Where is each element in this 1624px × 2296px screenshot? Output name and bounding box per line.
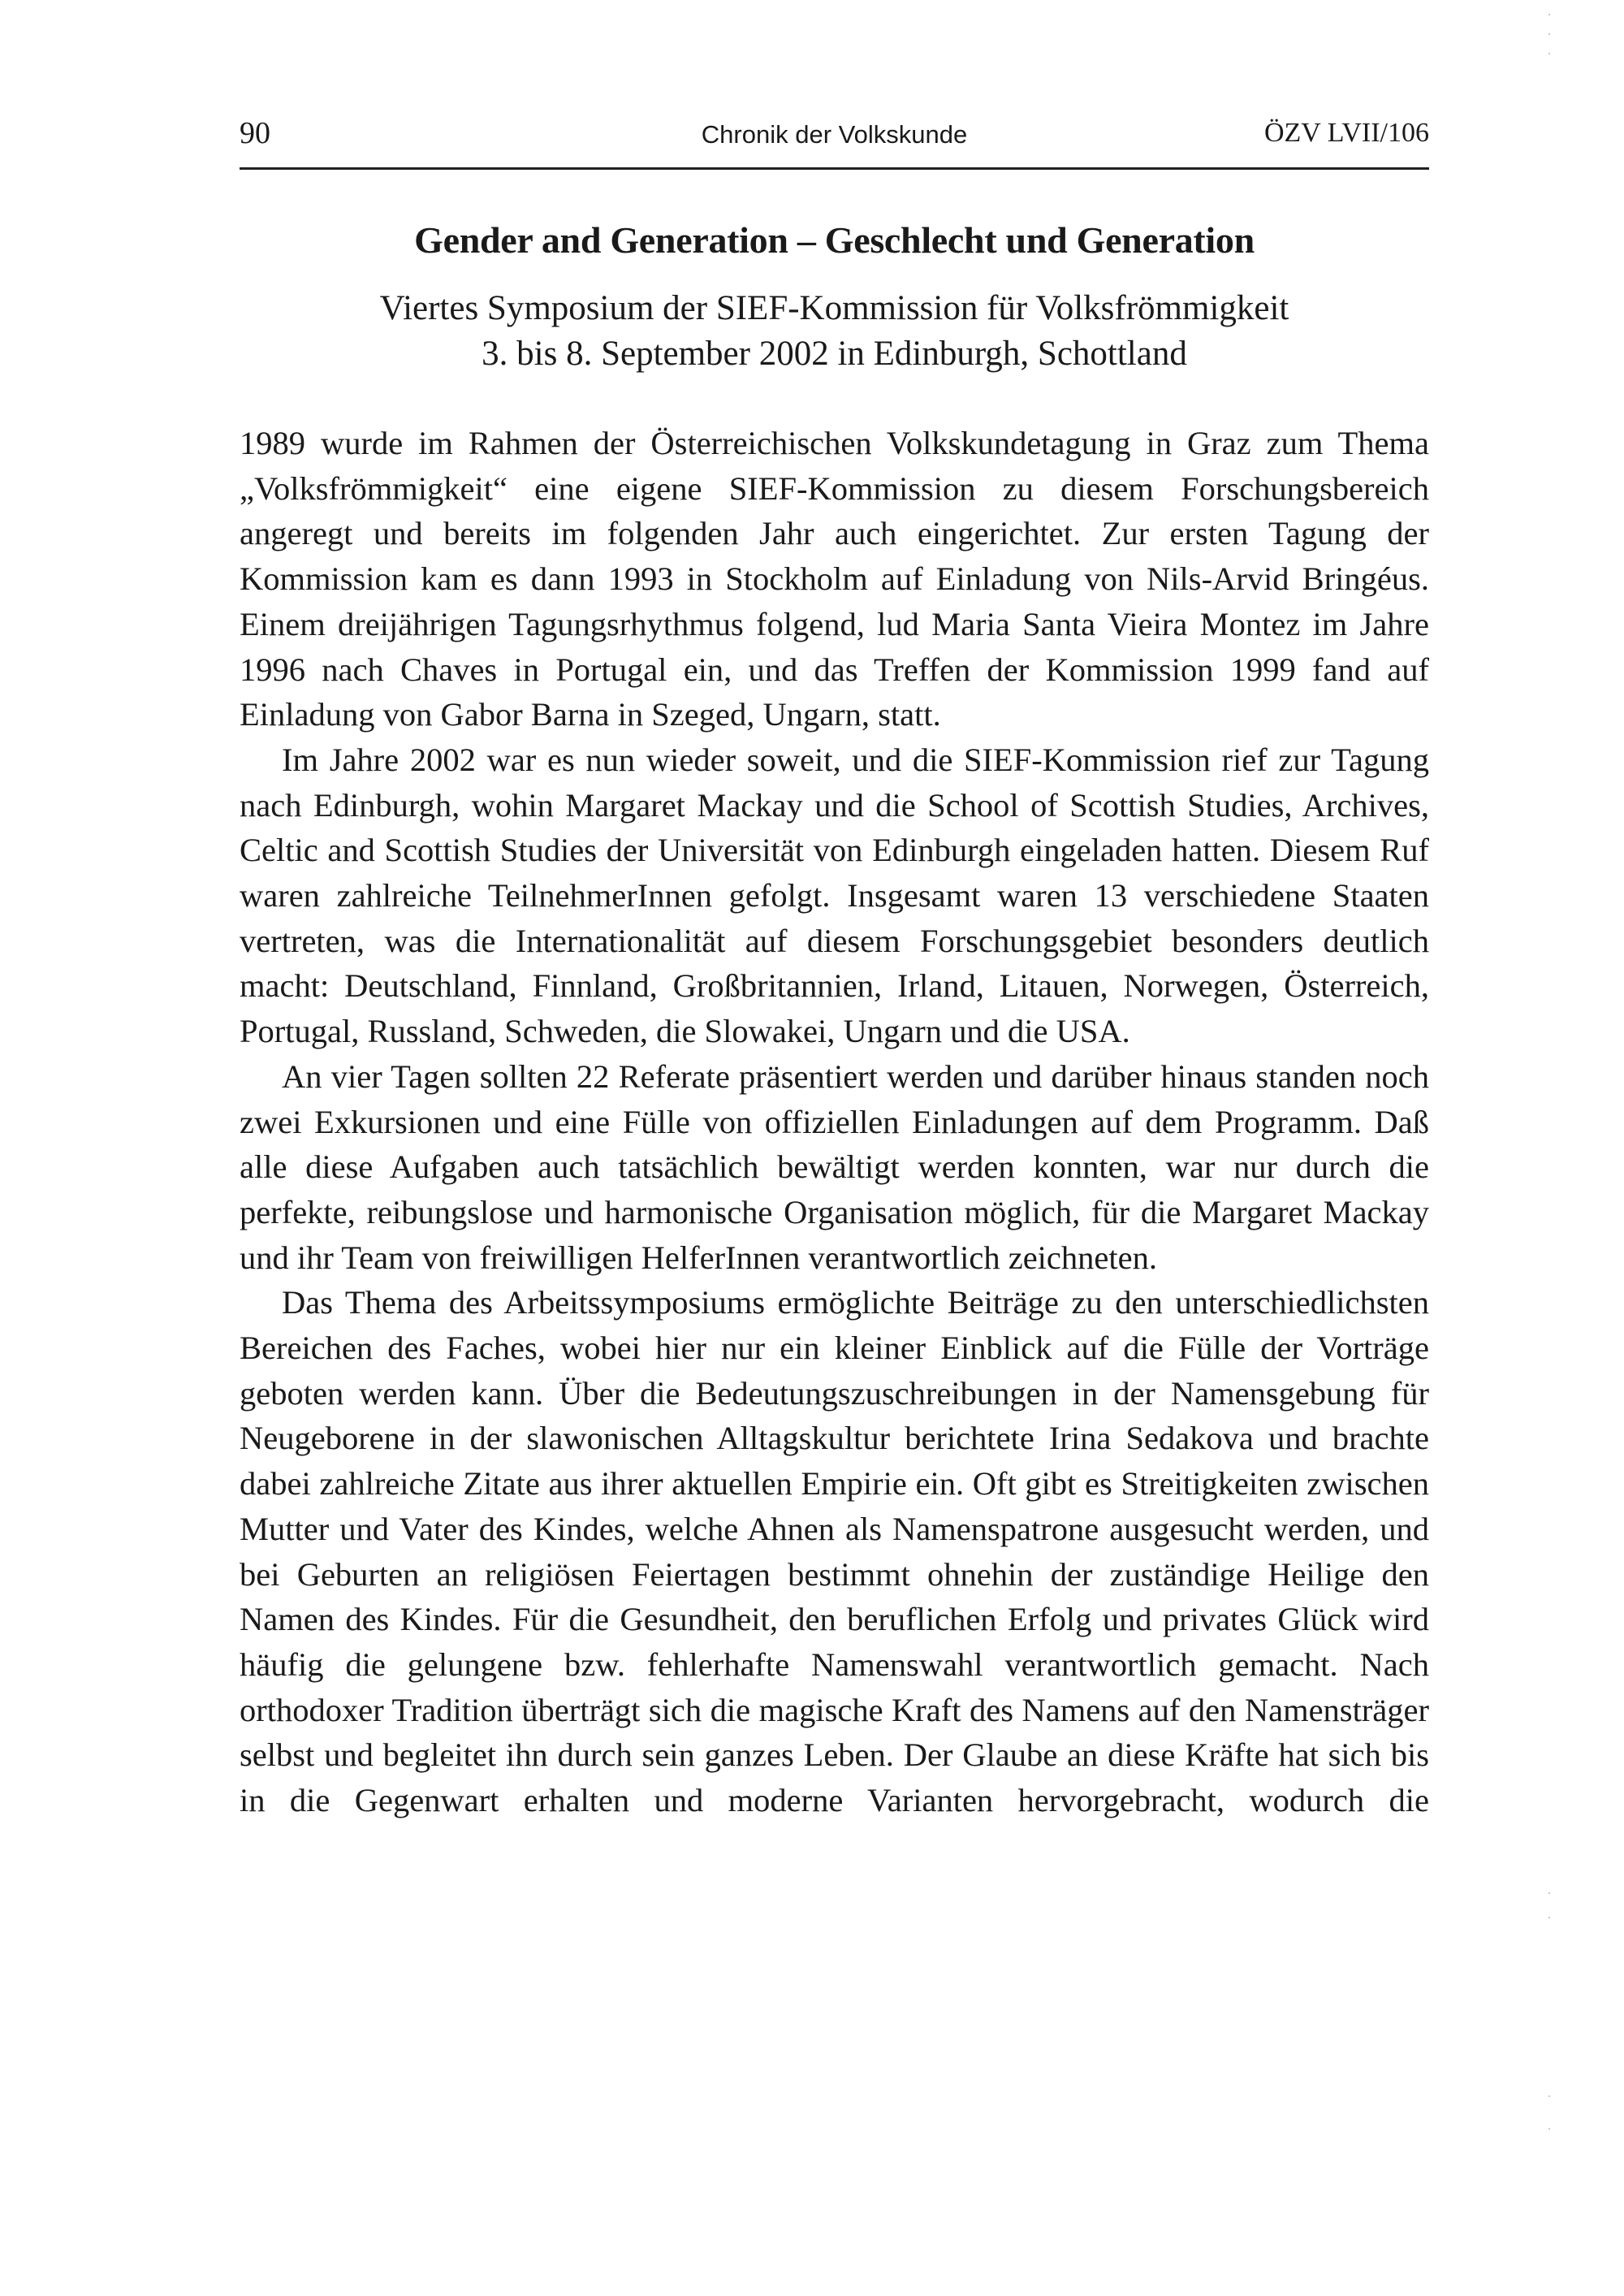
article-title: Gender and Generation – Geschlecht und Generation	[414, 219, 1255, 261]
subtitle-line-date-place: 3. bis 8. September 2002 in Edinburgh, Schottland	[482, 335, 1187, 373]
running-header	[240, 114, 1429, 153]
running-section-title: Chronik der Volkskunde	[701, 120, 968, 149]
paragraph: An vier Tagen sollten 22 Referate präsentiert werden und darüber hinaus standen noch zwei Exkursionen und eine Fülle von offiziellen Einladungen auf dem Programm. Daß alle diese Aufgaben auch tatsächlich bewältigt werden konnten, war nur durch die perfekte, reibungslose und harmonische Organisation möglich, für die Margaret Mackay und ihr Team von freiwilligen HelferInnen verantwortlich zeichneten.	[240, 1057, 1429, 1276]
article-body	[240, 421, 1429, 1823]
header-rule	[240, 167, 1429, 170]
scan-artifact	[1548, 2128, 1550, 2130]
paragraph: 1989 wurde im Rahmen der Österreichischen Volkskundetagung in Graz zum Thema „Volksfrömmigkeit“ eine eigene SIEF-Kommission zu diesem Forschungsbereich angeregt und bereits im folgenden Jahr auch eingerichtet. Zur ersten Tagung der Kommission kam es dann 1993 in Stockholm auf Einladung von Nils-Arvid Bringéus. Einem dreijährigen Tagungsrhythmus folgend, lud Maria Santa Vieira Montez im Jahre 1996 nach Chaves in Portugal ein, und das Treffen der Kommission 1999 fand auf Einladung von Gabor Barna in Szeged, Ungarn, statt.	[240, 425, 1429, 733]
scan-artifact	[1548, 53, 1550, 54]
journal-reference: ÖZV LVII/106	[1263, 118, 1429, 148]
document-page	[240, 114, 1429, 1819]
paragraph: Das Thema des Arbeitssymposiums ermöglichte Beiträge zu den unterschiedlichsten Bereichen des Faches, wobei hier nur ein kleiner Einblick auf die Fülle der Vorträge geboten werden kann. Über die Bedeutungszuschreibungen in der Namensgebung für Neugeborene in der slawonischen Alltagskultur berichtete Irina Sedakova und brachte dabei zahlreiche Zitate aus ihrer aktuellen Empirie ein. Oft gibt es Streitigkeiten zwischen Mutter und Vater des Kindes, welche Ahnen als Namenspatrone ausgesucht werden, und bei Geburten an religiösen Feiertagen bestimmt ohnehin der zuständige Heilige den Namen des Kindes. Für die Gesundheit, den beruflichen Erfolg und privates Glück wird häufig die gelungene bzw. fehlerhafte Namenswahl verantwortlich gemacht. Nach orthodoxer Tradition überträgt sich die magische Kraft des Namens auf den Namensträger selbst und begleitet ihn durch sein ganzes Leben. Der Glaube an diese Kräfte hat sich bis in die Gegenwart erhalten und moderne Varianten hervorgebracht, wodurch die	[240, 1284, 1429, 1819]
paragraph: Im Jahre 2002 war es nun wieder soweit, und die SIEF-Kommission rief zur Tagung nach Edinburgh, wohin Margaret Mackay und die School of Scottish Studies, Archives, Celtic and Scottish Studies der Universität von Edinburgh eingeladen hatten. Diesem Ruf waren zahlreiche TeilnehmerInnen gefolgt. Insgesamt waren 13 verschiedene Staaten vertreten, was die Internationalität auf diesem Forschungsgebiet besonders deutlich macht: Deutschland, Finnland, Großbritannien, Irland, Litauen, Norwegen, Österreich, Portugal, Russland, Schweden, die Slowakei, Ungarn und die USA.	[240, 741, 1429, 1050]
scan-artifact	[1548, 2095, 1550, 2097]
subtitle-line-event: Viertes Symposium der SIEF-Kommission für Volksfrömmigkeit	[379, 289, 1289, 327]
article-subtitle	[240, 286, 1429, 377]
scan-artifact	[1548, 14, 1550, 15]
page-number: 90	[240, 116, 270, 150]
scan-artifact	[1548, 1917, 1550, 1918]
scan-artifact	[1548, 1892, 1550, 1894]
scan-artifact	[1548, 33, 1550, 35]
